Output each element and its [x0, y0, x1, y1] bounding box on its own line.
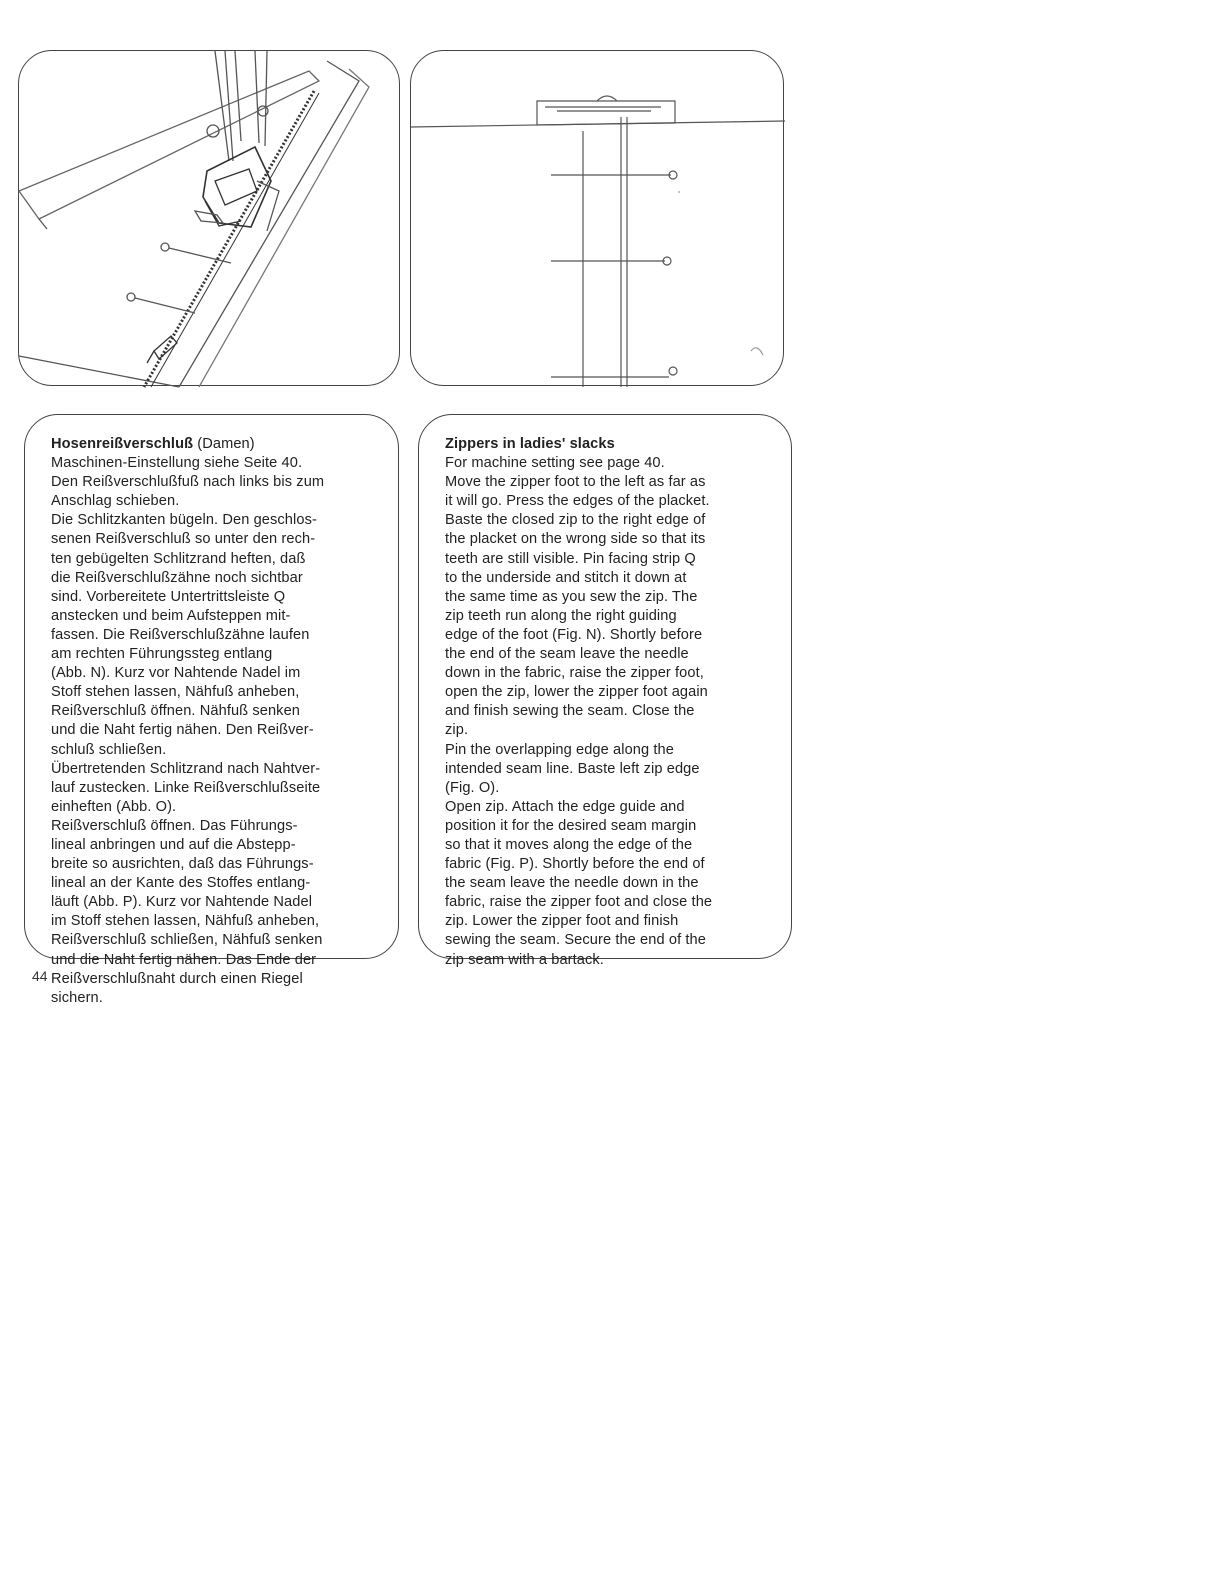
german-line: am rechten Führungssteg entlang	[51, 646, 273, 663]
german-line: fassen. Die Reißverschlußzähne laufen	[51, 626, 310, 643]
german-line: einheften (Abb. O).	[51, 798, 177, 815]
german-line: sichern.	[51, 989, 103, 1006]
german-line: lineal anbringen und auf die Abstepp-	[51, 836, 296, 853]
german-line: senen Reißverschluß so unter den rech-	[51, 531, 316, 548]
german-line: sind. Vorbereitete Untertrittsleiste Q	[51, 588, 286, 605]
illustration-zipper-sewing	[18, 50, 400, 386]
german-line: läuft (Abb. P). Kurz vor Nahtende Nadel	[51, 894, 313, 911]
english-line: zip. Lower the zipper foot and finish	[445, 913, 679, 930]
english-heading: Zippers in ladies' slacks	[445, 436, 615, 452]
sewing-machine-drawing	[19, 51, 401, 387]
english-line: sewing the seam. Secure the end of the	[445, 932, 706, 949]
german-line: lineal an der Kante des Stoffes entlang-	[51, 875, 311, 892]
german-instructions	[51, 435, 384, 1008]
english-line: edge of the foot (Fig. N). Shortly before	[445, 626, 703, 643]
german-line: schluß schließen.	[51, 741, 167, 758]
english-line: Open zip. Attach the edge guide and	[445, 798, 685, 815]
english-line: open the zip, lower the zipper foot again	[445, 684, 708, 701]
german-line: Maschinen-Einstellung siehe Seite 40.	[51, 455, 303, 472]
german-line: und die Naht fertig nähen. Das Ende der	[51, 951, 317, 968]
english-line: the same time as you sew the zip. The	[445, 588, 698, 605]
english-line: Baste the closed zip to the right edge of	[445, 512, 706, 529]
german-line: breite so ausrichten, daß das Führungs-	[51, 856, 314, 873]
german-line: Den Reißverschlußfuß nach links bis zum	[51, 474, 325, 491]
english-line: down in the fabric, raise the zipper foot,	[445, 665, 704, 682]
text-panel-english	[418, 414, 792, 968]
german-heading-line	[51, 435, 384, 454]
english-line: zip seam with a bartack.	[445, 951, 604, 968]
german-line: ten gebügelten Schlitzrand heften, daß	[51, 550, 306, 567]
german-line: Reißverschlußnaht durch einen Riegel	[51, 970, 303, 987]
german-heading: Hosenreißverschluß	[51, 436, 194, 452]
german-line: Die Schlitzkanten bügeln. Den geschlos-	[51, 512, 317, 529]
placket-drawing	[411, 51, 785, 387]
german-line: Reißverschluß schließen, Nähfuß senken	[51, 932, 323, 949]
german-heading-suffix: (Damen)	[193, 436, 255, 452]
german-line: anstecken und beim Aufsteppen mit-	[51, 607, 291, 624]
english-line: zip.	[445, 722, 469, 739]
english-line: (Fig. O).	[445, 779, 500, 796]
english-line: the end of the seam leave the needle	[445, 646, 689, 663]
german-line: Übertretenden Schlitzrand nach Nahtver-	[51, 760, 321, 777]
german-line: lauf zustecken. Linke Reißverschlußseite	[51, 779, 321, 796]
german-line: und die Naht fertig nähen. Den Reißver-	[51, 722, 314, 739]
german-line: Anschlag schieben.	[51, 493, 180, 510]
english-line: to the underside and stitch it down at	[445, 569, 687, 586]
english-line: the seam leave the needle down in the	[445, 875, 699, 892]
english-line: For machine setting see page 40.	[445, 455, 665, 472]
english-line: fabric, raise the zipper foot and close the	[445, 894, 713, 911]
page-number: 44	[32, 968, 48, 984]
english-line: Move the zipper foot to the left as far as	[445, 474, 706, 491]
english-line: the placket on the wrong side so that its	[445, 531, 706, 548]
english-line: zip teeth run along the right guiding	[445, 607, 677, 624]
german-line: Stoff stehen lassen, Nähfuß anheben,	[51, 684, 300, 701]
english-line: and finish sewing the seam. Close the	[445, 703, 695, 720]
english-line: it will go. Press the edges of the placket.	[445, 493, 710, 510]
english-line: fabric (Fig. P). Shortly before the end of	[445, 856, 705, 873]
german-line: Reißverschluß öffnen. Das Führungs-	[51, 817, 298, 834]
german-line: im Stoff stehen lassen, Nähfuß anheben,	[51, 913, 320, 930]
english-line: teeth are still visible. Pin facing strip Q	[445, 550, 696, 567]
english-instructions	[445, 435, 777, 970]
english-line: intended seam line. Baste left zip edge	[445, 760, 700, 777]
english-line: Pin the overlapping edge along the	[445, 741, 674, 758]
illustration-placket-pins	[410, 50, 784, 386]
german-line: die Reißverschlußzähne noch sichtbar	[51, 569, 303, 586]
german-line: Reißverschluß öffnen. Nähfuß senken	[51, 703, 301, 720]
german-line: (Abb. N). Kurz vor Nahtende Nadel im	[51, 665, 301, 682]
english-line: position it for the desired seam margin	[445, 817, 697, 834]
english-line: so that it moves along the edge of the	[445, 836, 693, 853]
